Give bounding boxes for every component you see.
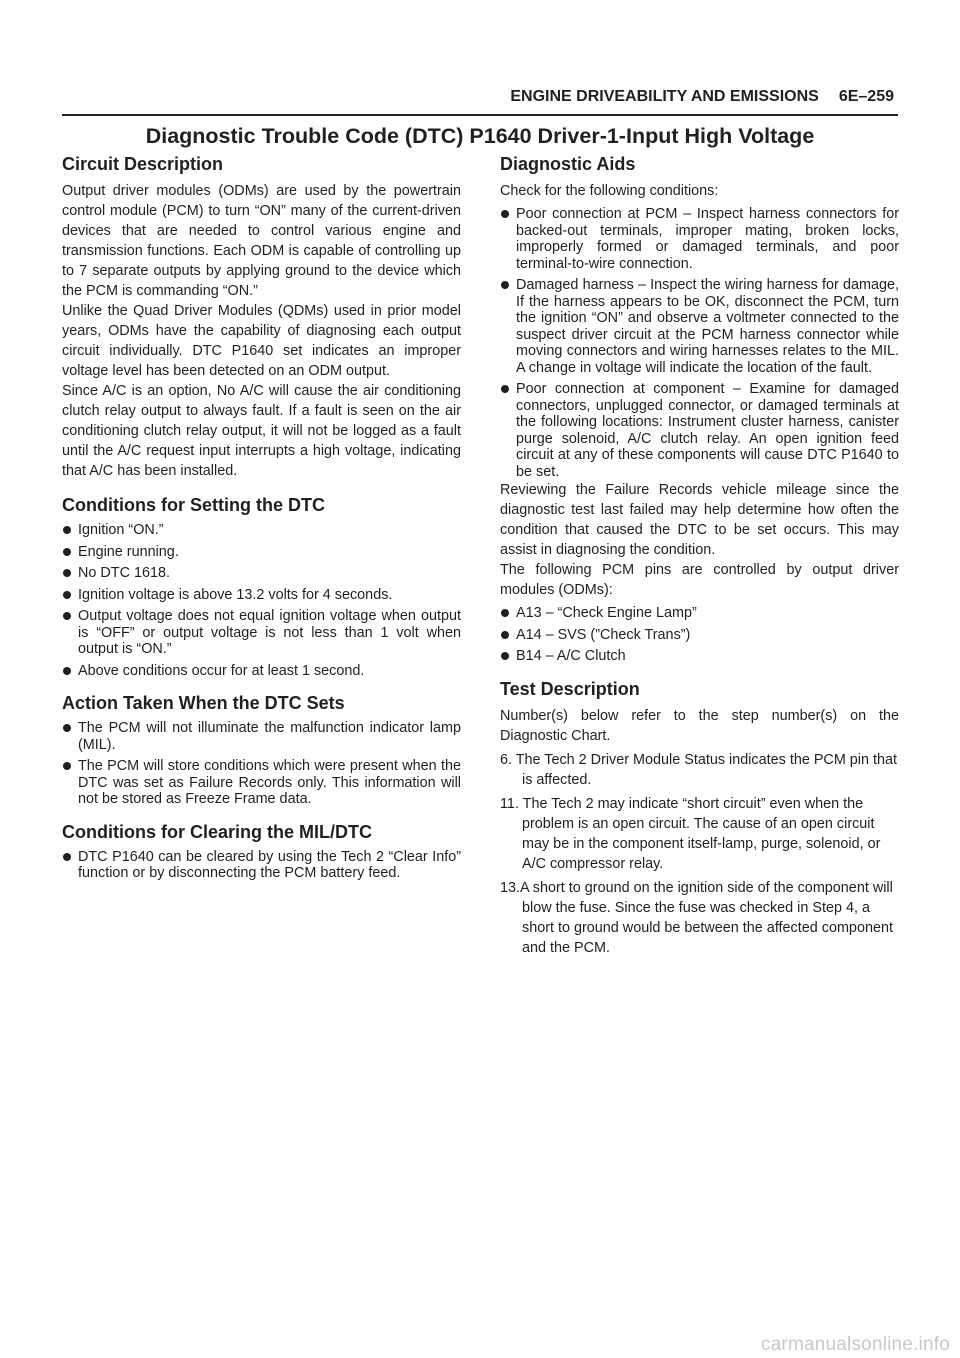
- action-taken-list: [62, 720, 461, 808]
- list-item: DTC P1640 can be cleared by using the Tech 2 “Clear Info” function or by disconnecting the PCM battery feed.: [62, 849, 461, 882]
- circuit-description-para-2: Unlike the Quad Driver Modules (QDMs) used in prior model years, ODMs have the capability of diagnosing each output circuit individually. DTC P1640 set indicates an improper voltage level has been detected on an ODM output.: [62, 303, 461, 379]
- diagnostic-aids-para-1: Reviewing the Failure Records vehicle mileage since the diagnostic test last failed may help determine how often the condition that caused the DTC to be set occurs. This may assist in diagnosing the condition.: [500, 482, 899, 558]
- action-taken-heading: Action Taken When the DTC Sets: [62, 693, 345, 713]
- list-item: Above conditions occur for at least 1 second.: [62, 663, 461, 680]
- section-title: ENGINE DRIVEABILITY AND EMISSIONS: [510, 88, 819, 105]
- test-description-intro: Number(s) below refer to the step number(s) on the Diagnostic Chart.: [500, 707, 899, 744]
- diagnostic-aids-list: [500, 206, 899, 480]
- list-item: Ignition “ON.”: [62, 522, 461, 539]
- list-item: Ignition voltage is above 13.2 volts for 4 seconds.: [62, 587, 461, 604]
- list-item: Engine running.: [62, 544, 461, 561]
- test-step-13: 13.A short to ground on the ignition side of the component will blow the fuse. Since the fuse was checked in Step 4, a short to ground would be between the affected component and the PCM.: [500, 879, 893, 956]
- left-column: [62, 154, 461, 882]
- conditions-clearing-heading: Conditions for Clearing the MIL/DTC: [62, 821, 372, 842]
- action-taken-section: [62, 693, 461, 808]
- list-item: Damaged harness – Inspect the wiring harness for damage, If the harness appears to be OK, disconnect the PCM, turn the ignition “ON” and observe a voltmeter connected to the suspect driver circuit at the PCM harness connector while moving connectors and wiring harnesses relates to the MIL. A change in voltage will indicate the location of the fault.: [500, 277, 899, 376]
- conditions-setting-section: [62, 495, 461, 679]
- list-item: B14 – A/C Clutch: [500, 648, 899, 665]
- diagnostic-aids-para-2: The following PCM pins are controlled by output driver modules (ODMs):: [500, 562, 899, 598]
- list-item: Poor connection at component – Examine for damaged connectors, unplugged connector, or damaged terminals at the following locations: Instrument cluster harness, canister purge solenoid, A/C clutch relay. An open ignition feed circuit at any of these components will cause DTC P1640 to be set.: [500, 381, 899, 480]
- list-item: Output voltage does not equal ignition voltage when output is “OFF” or output voltage is not less than 1 volt when output is “ON.”: [62, 608, 461, 658]
- conditions-setting-heading: Conditions for Setting the DTC: [62, 495, 325, 515]
- diagnostic-aids-section: [500, 154, 899, 665]
- test-step-11: 11. The Tech 2 may indicate “short circuit” even when the problem is an open circuit. The cause of an open circuit may be in the component itself-lamp, purge, solenoid, or A/C compressor relay.: [500, 795, 881, 872]
- conditions-clearing-section: [62, 822, 461, 882]
- page-title: Diagnostic Trouble Code (DTC) P1640 Driver-1-Input High Voltage: [145, 124, 815, 148]
- list-item: No DTC 1618.: [62, 565, 461, 582]
- conditions-setting-list: [62, 522, 461, 679]
- running-header: [400, 88, 894, 106]
- circuit-description-para-1: Output driver modules (ODMs) are used by the powertrain control module (PCM) to turn “ON” many of the current-driven devices that are needed to control various engine and transmission functions. Each ODM is capable of controlling up to 7 separate outputs by applying ground to the device which the PCM is commanding “ON.”: [62, 183, 461, 299]
- diagnostic-aids-heading: Diagnostic Aids: [500, 154, 636, 174]
- list-item: A14 – SVS (”Check Trans”): [500, 627, 899, 644]
- test-step-6: 6. The Tech 2 Driver Module Status indicates the PCM pin that is affected.: [500, 751, 898, 788]
- pcm-pins-list: [500, 605, 899, 665]
- test-steps: [500, 750, 899, 958]
- list-item: A13 – “Check Engine Lamp”: [500, 605, 899, 622]
- circuit-description-para-3: Since A/C is an option, No A/C will cause the air conditioning clutch relay output to always fault. If a fault is seen on the air conditioning clutch relay output, it will not be logged as a fault until the A/C request input interrupts a high voltage, indicating that A/C has been installed.: [62, 383, 461, 479]
- diagnostic-aids-intro: Check for the following conditions:: [500, 183, 719, 199]
- test-description-heading: Test Description: [500, 678, 640, 699]
- circuit-description-section: [62, 154, 461, 481]
- header-rule: [62, 114, 898, 116]
- circuit-description-heading: Circuit Description: [62, 154, 224, 174]
- right-column: [500, 154, 899, 958]
- list-item: Poor connection at PCM – Inspect harness connectors for backed-out terminals, improper mating, broken locks, improperly formed or damaged terminals, and poor terminal-to-wire connection.: [500, 206, 899, 272]
- watermark: carmanualsonline.info: [760, 1334, 950, 1355]
- list-item: The PCM will store conditions which were present when the DTC was set as Failure Records only. This information will not be stored as Freeze Frame data.: [62, 758, 461, 808]
- test-description-section: [500, 679, 899, 958]
- page-number: 6E–259: [838, 88, 894, 105]
- conditions-clearing-list: [62, 849, 461, 882]
- list-item: The PCM will not illuminate the malfunction indicator lamp (MIL).: [62, 720, 461, 753]
